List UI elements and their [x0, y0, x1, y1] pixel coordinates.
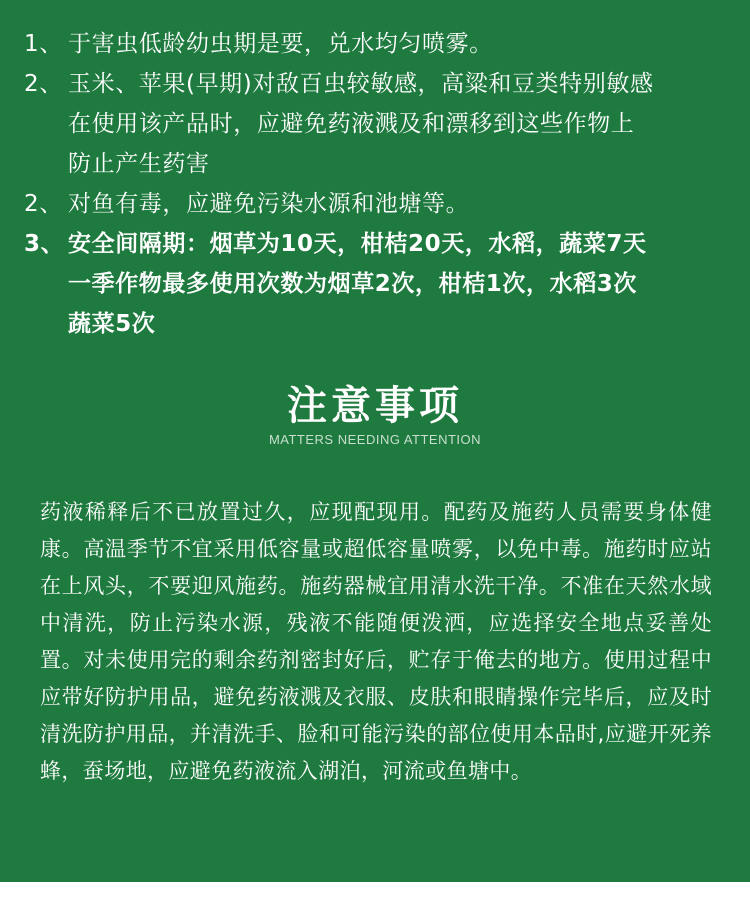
instruction-number: 2、: [24, 191, 63, 217]
section-title: 注意事项: [287, 383, 463, 429]
instruction-line: 安全间隔期：烟草为10天，柑桔20天，水稻，蔬菜7天: [68, 231, 647, 257]
precautions-paragraph: 药液稀释后不已放置过久，应现配现用。配药及施药人员需要身体健康。高温季节不宜采用低容量或超低容量喷雾，以免中毒。施药时应站在上风头，不要迎风施药。施药器械宜用清水洗干净。不准在天然水域中清洗，防止污染水源，残液不能随便泼洒，应选择安全地点妥善处置。对未使用完的剩余药剂密封好后，贮存于俺去的地方。使用过程中 应带好防护用品，避免药液溅及衣服、皮肤和眼睛操作完毕后，应及时清洗防护用品，并清洗手、脸和可能污染的部位使用本品时,应避开死养蜂，蚕场地，应避免药液流入湖泊，河流或鱼塘中。: [40, 500, 712, 783]
instruction-line: 蔬菜5次: [68, 311, 156, 337]
instruction-line: 于害虫低龄幼虫期是要，兑水均匀喷雾。: [68, 31, 493, 57]
instruction-line: 玉米、苹果(早期)对敌百虫较敏感，高粱和豆类特别敏感: [68, 71, 654, 97]
instruction-item-1: [0, 24, 750, 64]
instruction-item-3: [0, 184, 750, 224]
instruction-number: 2、: [24, 71, 63, 97]
instruction-item-4-safety-interval: [0, 224, 750, 344]
instruction-number: 3、: [24, 231, 65, 257]
instruction-line: 在使用该产品时，应避免药液溅及和漂移到这些作物上: [68, 111, 635, 137]
section-subtitle: MATTERS NEEDING ATTENTION: [268, 432, 482, 447]
usage-instructions-list: [0, 24, 750, 344]
instruction-line: 对鱼有毒，应避免污染水源和池塘等。: [68, 191, 470, 217]
instruction-line: 防止产生药害: [68, 151, 210, 177]
instruction-item-2: [0, 64, 750, 184]
instruction-line: 一季作物最多使用次数为烟草2次，柑桔1次，水稻3次: [68, 271, 638, 297]
instruction-number: 1、: [24, 31, 63, 57]
